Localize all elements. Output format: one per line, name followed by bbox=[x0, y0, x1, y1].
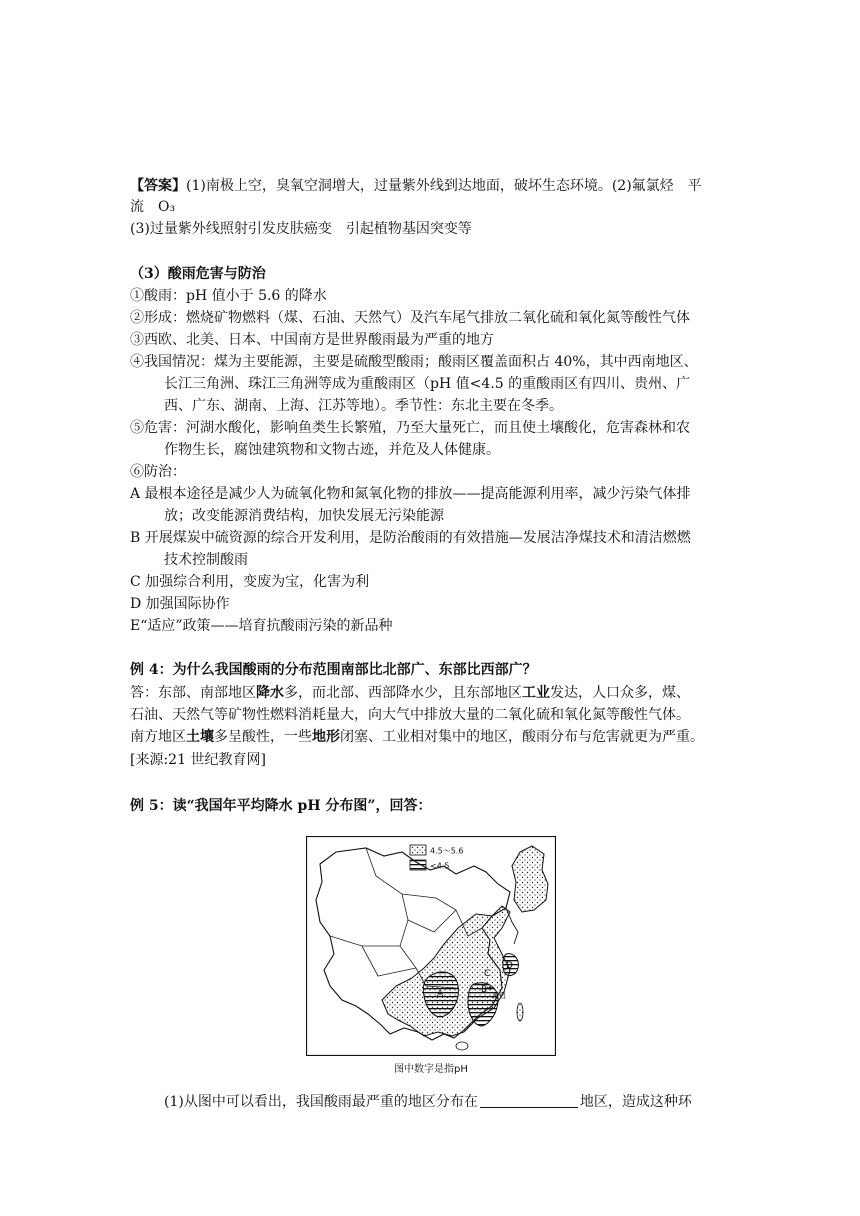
legend-label-below-4-5: <4.5 bbox=[430, 861, 450, 871]
legend-swatch-hatched bbox=[410, 860, 426, 870]
answer-line-2: 流 O₃ bbox=[130, 199, 176, 215]
northeast-dotted-region bbox=[512, 846, 548, 912]
region-label-b: B bbox=[481, 985, 488, 995]
taiwan-island bbox=[517, 1003, 523, 1021]
region-label-c: C bbox=[484, 969, 491, 979]
nanchang-dot bbox=[488, 986, 491, 989]
legend-swatch-dotted bbox=[410, 845, 426, 855]
example4-answer-line-2: 石油、天然气等矿物性燃料消耗量大，向大气中排放大量的二氧化硫和氧化氮等酸性气体。 bbox=[130, 707, 690, 723]
section-item: 技术控制酸雨 bbox=[164, 552, 248, 568]
ph-distribution-map bbox=[306, 836, 556, 1056]
section-item: 放；改变能源消费结构，加快发展无污染能源 bbox=[164, 508, 444, 524]
example4-answer-line-1: 答：东部、南部地区降水多，而北部、西部降水少，且东部地区工业发达，人口众多，煤、 bbox=[130, 685, 690, 701]
section-item: ⑤危害：河湖水酸化，影响鱼类生长繁殖，乃至大量死亡，而且使土壤酸化，危害森林和农 bbox=[130, 420, 690, 436]
section-item: ⑥防治： bbox=[130, 464, 186, 480]
section-item: D 加强国际协作 bbox=[130, 596, 230, 612]
region-label-d: D bbox=[506, 961, 513, 971]
section-item: ④我国情况：煤为主要能源，主要是硫酸型酸雨；酸雨区覆盖面积占 40%，其中西南地区、 bbox=[130, 354, 698, 370]
example5-question: 例 5：读“我国年平均降水 pH 分布图”，回答： bbox=[130, 798, 432, 814]
answer-line-3: (3)过量紫外线照射引发皮肤癌变 引起植物基因突变等 bbox=[130, 221, 472, 237]
section-item: 作物生长，腐蚀建筑物和文物古迹，并危及人体健康。 bbox=[164, 442, 500, 458]
section-item: B 开展煤炭中硫资源的综合开发利用，是防治酸雨的有效措施—发展洁净煤技术和清洁燃燃 bbox=[130, 530, 691, 546]
answer-blank[interactable] bbox=[480, 1093, 578, 1108]
example4-question: 例 4：为什么我国酸雨的分布范围南部比北部广、东部比西部广？ bbox=[130, 662, 537, 678]
map-svg bbox=[306, 836, 556, 1056]
answer-label: 【答案】 bbox=[130, 178, 186, 194]
section-item: ②形成：燃烧矿物燃料（煤、石油、天然气）及汽车尾气排放二氧化硫和氧化氮等酸性气体 bbox=[130, 310, 690, 326]
map-caption: 图中数字是指pH bbox=[394, 1064, 468, 1075]
section-item: ③西欧、北美、日本、中国南方是世界酸雨最为严重的地方 bbox=[130, 332, 494, 348]
example4-answer-line-3: 南方地区土壤多呈酸性，一些地形闭塞、工业相对集中的地区，酸雨分布与危害就更为严重。 bbox=[130, 729, 704, 745]
answer-line-1: 【答案】(1)南极上空，臭氧空洞增大，过量紫外线到达地面，破坏生态环境。(2)氟氯烃 平 bbox=[130, 178, 702, 194]
section-item: E“适应”政策——培育抗酸雨污染的新品种 bbox=[130, 618, 393, 634]
region-label-a: A bbox=[437, 989, 444, 999]
section-item: A 最根本途径是减少人为硫氧化物和氮氧化物的排放——提高能源利用率，减少污染气体排 bbox=[130, 486, 691, 502]
section-item: C 加强综合利用，变废为宝，化害为利 bbox=[130, 574, 370, 590]
example5-sub-question-1: (1)从图中可以看出，我国酸雨最严重的地区分布在 地区，造成这种环 bbox=[164, 1094, 692, 1110]
legend-label-4-5-to-5-6: 4.5～5.6 bbox=[430, 846, 464, 856]
city-label-nanchang: 南昌 bbox=[492, 992, 506, 1000]
section-item: 长江三角洲、珠江三角洲等成为重酸雨区（pH 值<4.5 的重酸雨区有四川、贵州、广 bbox=[164, 376, 691, 392]
section-item: ①酸雨：pH 值小于 5.6 的降水 bbox=[130, 288, 327, 304]
source-note: [来源:21 世纪教育网] bbox=[130, 752, 266, 768]
section-heading: （3）酸雨危害与防治 bbox=[130, 266, 266, 282]
section-item: 西、广东、湖南、上海、江苏等地）。季节性：东北主要在冬季。 bbox=[164, 398, 563, 414]
